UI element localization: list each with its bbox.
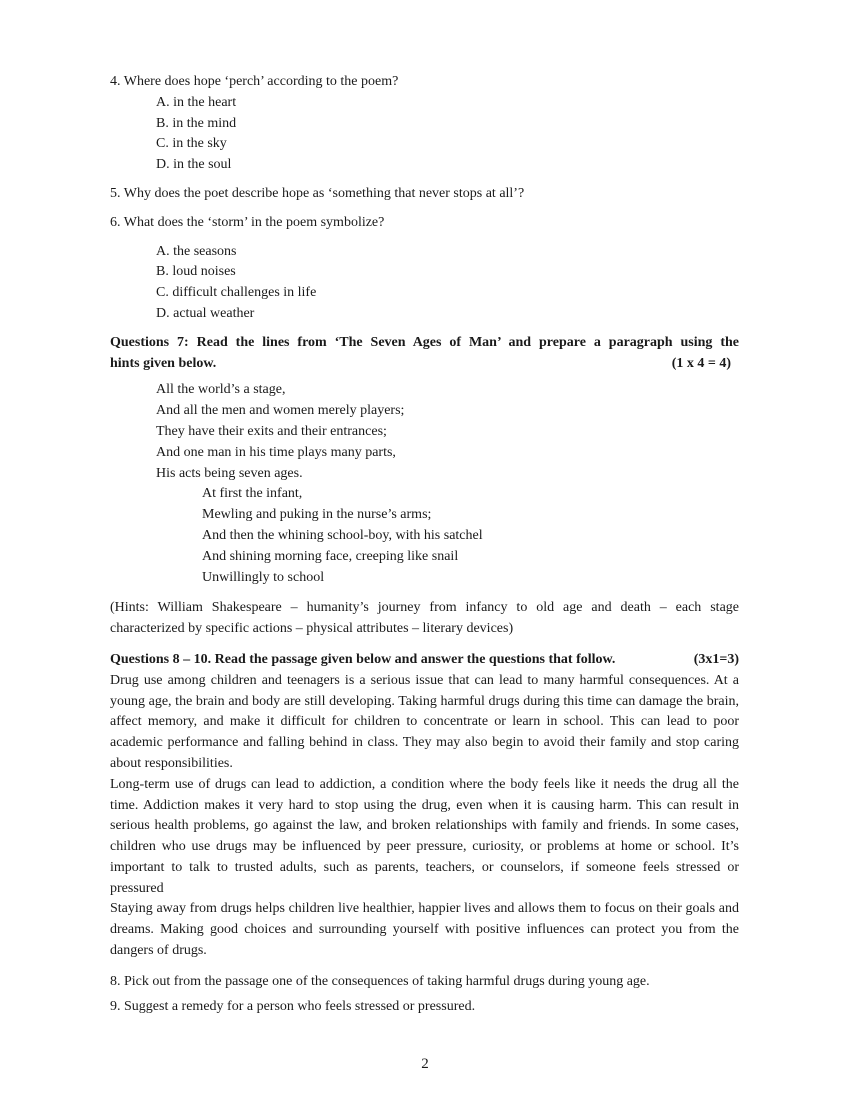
question-7-heading-line-1: Questions 7: Read the lines from ‘The Seven Ages of Man’ and prepare a paragraph using the (110, 334, 739, 350)
option-a: A. in the heart (156, 94, 237, 110)
question-7-heading-text: hints given below. (110, 355, 217, 371)
poem-line: Unwillingly to school (202, 569, 325, 585)
hints (110, 598, 739, 640)
poem-line: Mewling and puking in the nurse’s arms; (202, 507, 432, 523)
poem-line: And all the men and women merely players; (156, 403, 405, 419)
question-6-options (156, 242, 739, 325)
poem-line: And shining morning face, creeping like snail (202, 548, 459, 564)
hints-line-1: (Hints: William Shakespeare – humanity’s journey from infancy to old age and death – each stage (110, 600, 739, 616)
questions-8-10-heading (110, 650, 739, 671)
questions-8-10-marks: (3x1=3) (693, 651, 739, 667)
question-8: 8. Pick out from the passage one of the consequences of taking harmful drugs during young age. (110, 973, 650, 989)
poem-line: And one man in his time plays many parts, (156, 444, 396, 460)
passage-paragraph-1: Drug use among children and teenagers is a serious issue that can lead to many harmful consequences. At a young age, the brain and body are still developing. Taking harmful drugs during this time can damage the brain, affect memory, and make it difficult for children to concentrate or learn in school. This can lead to poor academic performance and falling behind in class. They may also begin to avoid their family and stop caring about responsibilities. (110, 672, 739, 771)
option-b: B. in the mind (156, 115, 237, 131)
option-c: C. difficult challenges in life (156, 285, 317, 301)
option-a: A. the seasons (156, 243, 237, 259)
hints-line-2: characterized by specific actions – physical attributes – literary devices) (110, 621, 514, 637)
option-d: D. actual weather (156, 305, 255, 321)
poem-line: They have their exits and their entrances; (156, 423, 387, 439)
questions-8-10-heading-text: Questions 8 – 10. Read the passage given below and answer the questions that follow. (110, 651, 616, 667)
question-9: 9. Suggest a remedy for a person who feels stressed or pressured. (110, 998, 476, 1014)
poem-line: At first the infant, (202, 486, 303, 502)
poem-excerpt (156, 380, 739, 588)
option-d: D. in the soul (156, 157, 232, 173)
question-4: 4. Where does hope ‘perch’ according to the poem? (110, 74, 399, 89)
question-7-heading (110, 333, 739, 375)
question-5: 5. Why does the poet describe hope as ‘something that never stops at all’? (110, 185, 525, 201)
option-b: B. loud noises (156, 264, 236, 280)
poem-line: All the world’s a stage, (156, 382, 286, 398)
question-6: 6. What does the ‘storm’ in the poem symbolize? (110, 214, 385, 230)
poem-line: His acts being seven ages. (156, 465, 303, 481)
question-4-options (156, 93, 739, 176)
poem-line: And then the whining school-boy, with his satchel (202, 527, 483, 543)
passage-paragraph-2: Long-term use of drugs can lead to addiction, a condition where the body feels like it needs the drug all the time. Addiction makes it very hard to stop using the drug, even when it is causing harm. This can result in serious health problems, go against the law, and broken relationships with family and friends. In some cases, children who use drugs may be influenced by peer pressure, curiosity, or problems at home or school. It’s important to talk to trusted adults, such as parents, teachers, or counselors, if someone feels stressed or pressured (110, 776, 739, 896)
question-7-heading-line-2 (110, 354, 739, 375)
option-c: C. in the sky (156, 136, 227, 152)
passage-paragraph-3: Staying away from drugs helps children live healthier, happier lives and allows them to focus on their goals and dreams. Making good choices and surrounding yourself with positive influences can protect you from the dangers of drugs. (110, 901, 739, 959)
question-7-marks: (1 x 4 = 4) (671, 355, 731, 371)
worksheet-page (110, 72, 739, 1017)
page-number: 2 (421, 1056, 429, 1072)
